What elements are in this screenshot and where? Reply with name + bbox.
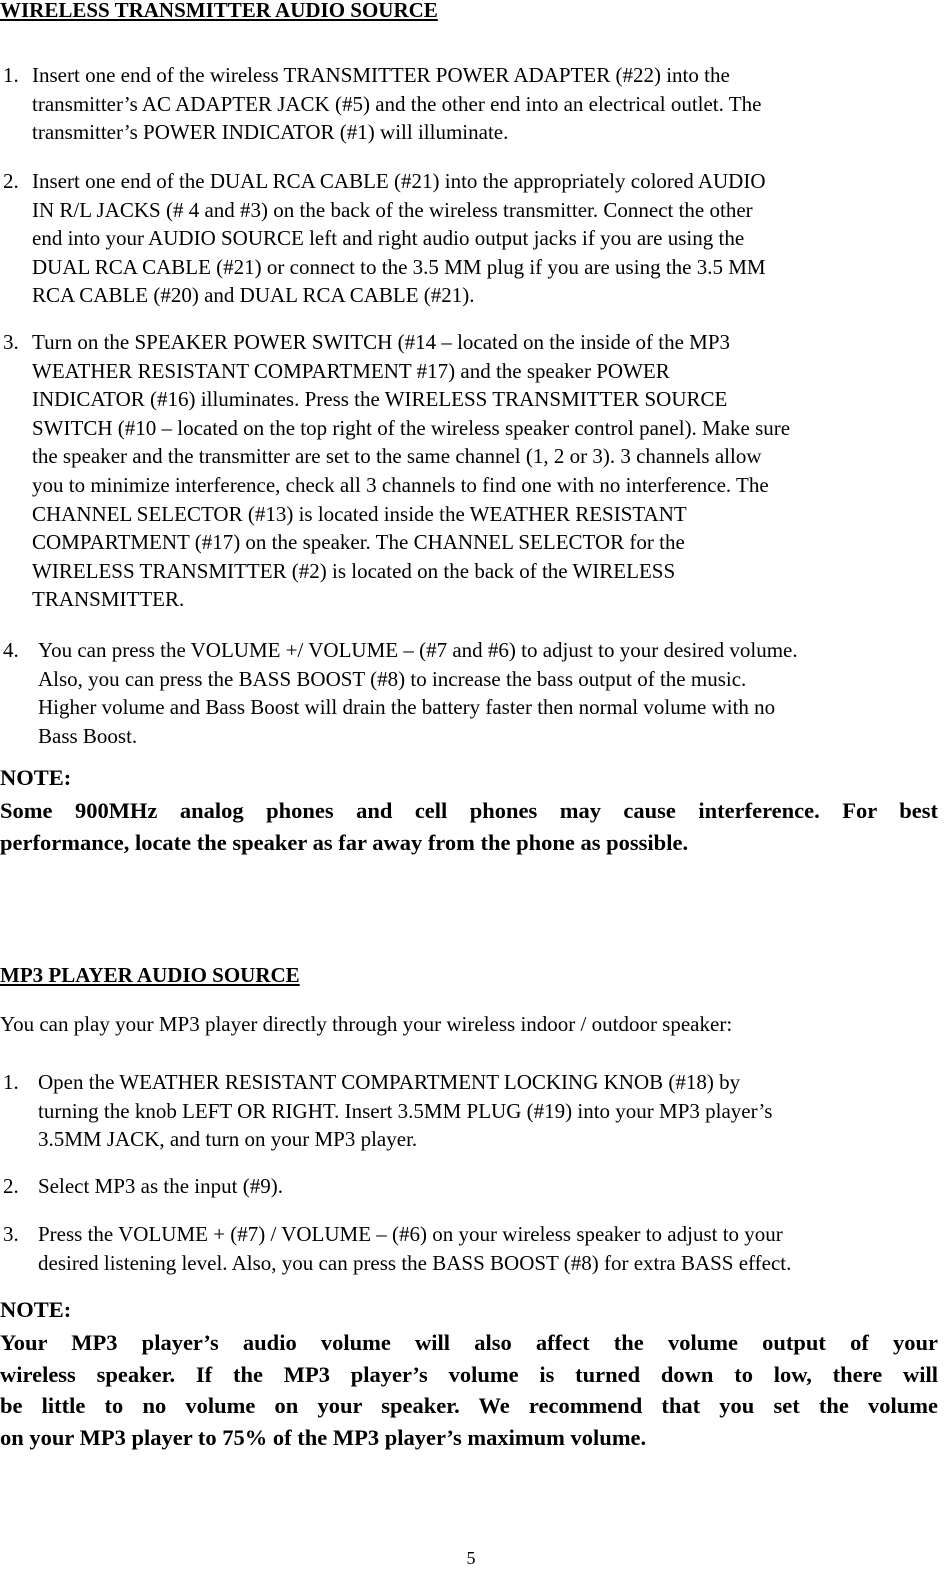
item-number: 4. [3, 638, 19, 662]
note-line: performance, locate the speaker as far away from the phone as possible. [0, 829, 689, 855]
item-number: 1. [3, 1070, 19, 1094]
item-text-line: Also, you can press the BASS BOOST (#8) to increase the bass output of the music. [38, 666, 747, 691]
item-text-line: Select MP3 as the input (#9). [38, 1174, 283, 1198]
section2-intro: You can play your MP3 player directly through your wireless indoor / outdoor speaker: [0, 1012, 733, 1036]
s1-note-text [0, 795, 938, 858]
item-text-line: Open the WEATHER RESISTANT COMPARTMENT LOCKING KNOB (#18) by [38, 1070, 741, 1094]
item-text-line: DUAL RCA CABLE (#21) or connect to the 3.5 MM plug if you are using the 3.5 MM [32, 254, 766, 279]
item-text-line: Higher volume and Bass Boost will drain the battery faster then normal volume with no [38, 695, 776, 720]
s2-item-2 [0, 1172, 942, 1201]
s2-item-3 [0, 1220, 942, 1277]
item-text-line: Insert one end of the wireless TRANSMITTER POWER ADAPTER (#22) into the [32, 63, 730, 87]
section2-title: MP3 PLAYER AUDIO SOURCE [0, 963, 300, 987]
item-number: 2. [3, 169, 19, 193]
item-number: 1. [3, 63, 19, 87]
page-number: 5 [466, 1548, 476, 1568]
item-text-line: You can press the VOLUME +/ VOLUME – (#7 and #6) to adjust to your desired volume. [38, 638, 798, 662]
note-line: be little to no volume on your speaker. We recommend that you set the volume [0, 1393, 938, 1418]
item-text-line: CHANNEL SELECTOR (#13) is located inside the WEATHER RESISTANT [32, 501, 687, 526]
s2-note-text [0, 1327, 938, 1453]
item-text-line: transmitter’s AC ADAPTER JACK (#5) and the other end into an electrical outlet. The [32, 91, 762, 116]
item-text-line: transmitter’s POWER INDICATOR (#1) will illuminate. [32, 120, 509, 145]
item-number: 2. [3, 1174, 19, 1198]
note-line: Your MP3 player’s audio volume will also affect the volume output of your [0, 1330, 938, 1355]
s1-item-3 [0, 328, 942, 614]
item-text-line: SWITCH (#10 – located on the top right of the wireless speaker control panel). Make sure [32, 415, 791, 440]
item-text-line: Insert one end of the DUAL RCA CABLE (#21) into the appropriately colored AUDIO [32, 169, 766, 193]
item-text-line: WIRELESS TRANSMITTER (#2) is located on the back of the WIRELESS [32, 558, 676, 583]
item-text-line: 3.5MM JACK, and turn on your MP3 player. [38, 1127, 418, 1152]
item-number: 3. [3, 1222, 19, 1246]
note-line: Some 900MHz analog phones and cell phones may cause interference. For best [0, 798, 938, 823]
item-text-line: RCA CABLE (#20) and DUAL RCA CABLE (#21). [32, 283, 475, 308]
item-text-line: INDICATOR (#16) illuminates. Press the WIRELESS TRANSMITTER SOURCE [32, 387, 728, 412]
s1-item-4 [0, 636, 942, 750]
item-text-line: Turn on the SPEAKER POWER SWITCH (#14 – located on the inside of the MP3 [32, 330, 731, 354]
item-text-line: Bass Boost. [38, 723, 138, 748]
s1-item-1 [0, 61, 942, 147]
note-line: on your MP3 player to 75% of the MP3 player’s maximum volume. [0, 1424, 647, 1450]
s2-item-1 [0, 1068, 942, 1154]
item-text-line: WEATHER RESISTANT COMPARTMENT #17) and the speaker POWER [32, 358, 670, 383]
item-text-line: TRANSMITTER. [32, 587, 185, 612]
item-text-line: turning the knob LEFT OR RIGHT. Insert 3.5MM PLUG (#19) into your MP3 player’s [38, 1098, 773, 1123]
section1-title: WIRELESS TRANSMITTER AUDIO SOURCE [0, 0, 438, 22]
item-number: 3. [3, 330, 19, 354]
item-text-line: desired listening level. Also, you can press the BASS BOOST (#8) for extra BASS effect. [38, 1250, 792, 1275]
item-text-line: end into your AUDIO SOURCE left and right audio output jacks if you are using the [32, 226, 745, 251]
item-text-line: you to minimize interference, check all 3 channels to find one with no interference. The [32, 472, 769, 497]
s1-note-label: NOTE: [0, 765, 72, 790]
item-text-line: IN R/L JACKS (# 4 and #3) on the back of the wireless transmitter. Connect the other [32, 197, 753, 222]
s2-note-label: NOTE: [0, 1297, 72, 1322]
item-text-line: COMPARTMENT (#17) on the speaker. The CHANNEL SELECTOR for the [32, 530, 685, 555]
item-text-line: the speaker and the transmitter are set to the same channel (1, 2 or 3). 3 channels allow [32, 444, 762, 469]
item-text-line: Press the VOLUME + (#7) / VOLUME – (#6) on your wireless speaker to adjust to your [38, 1222, 783, 1246]
note-line: wireless speaker. If the MP3 player’s volume is turned down to low, there will [0, 1361, 938, 1387]
s1-item-2 [0, 167, 942, 310]
